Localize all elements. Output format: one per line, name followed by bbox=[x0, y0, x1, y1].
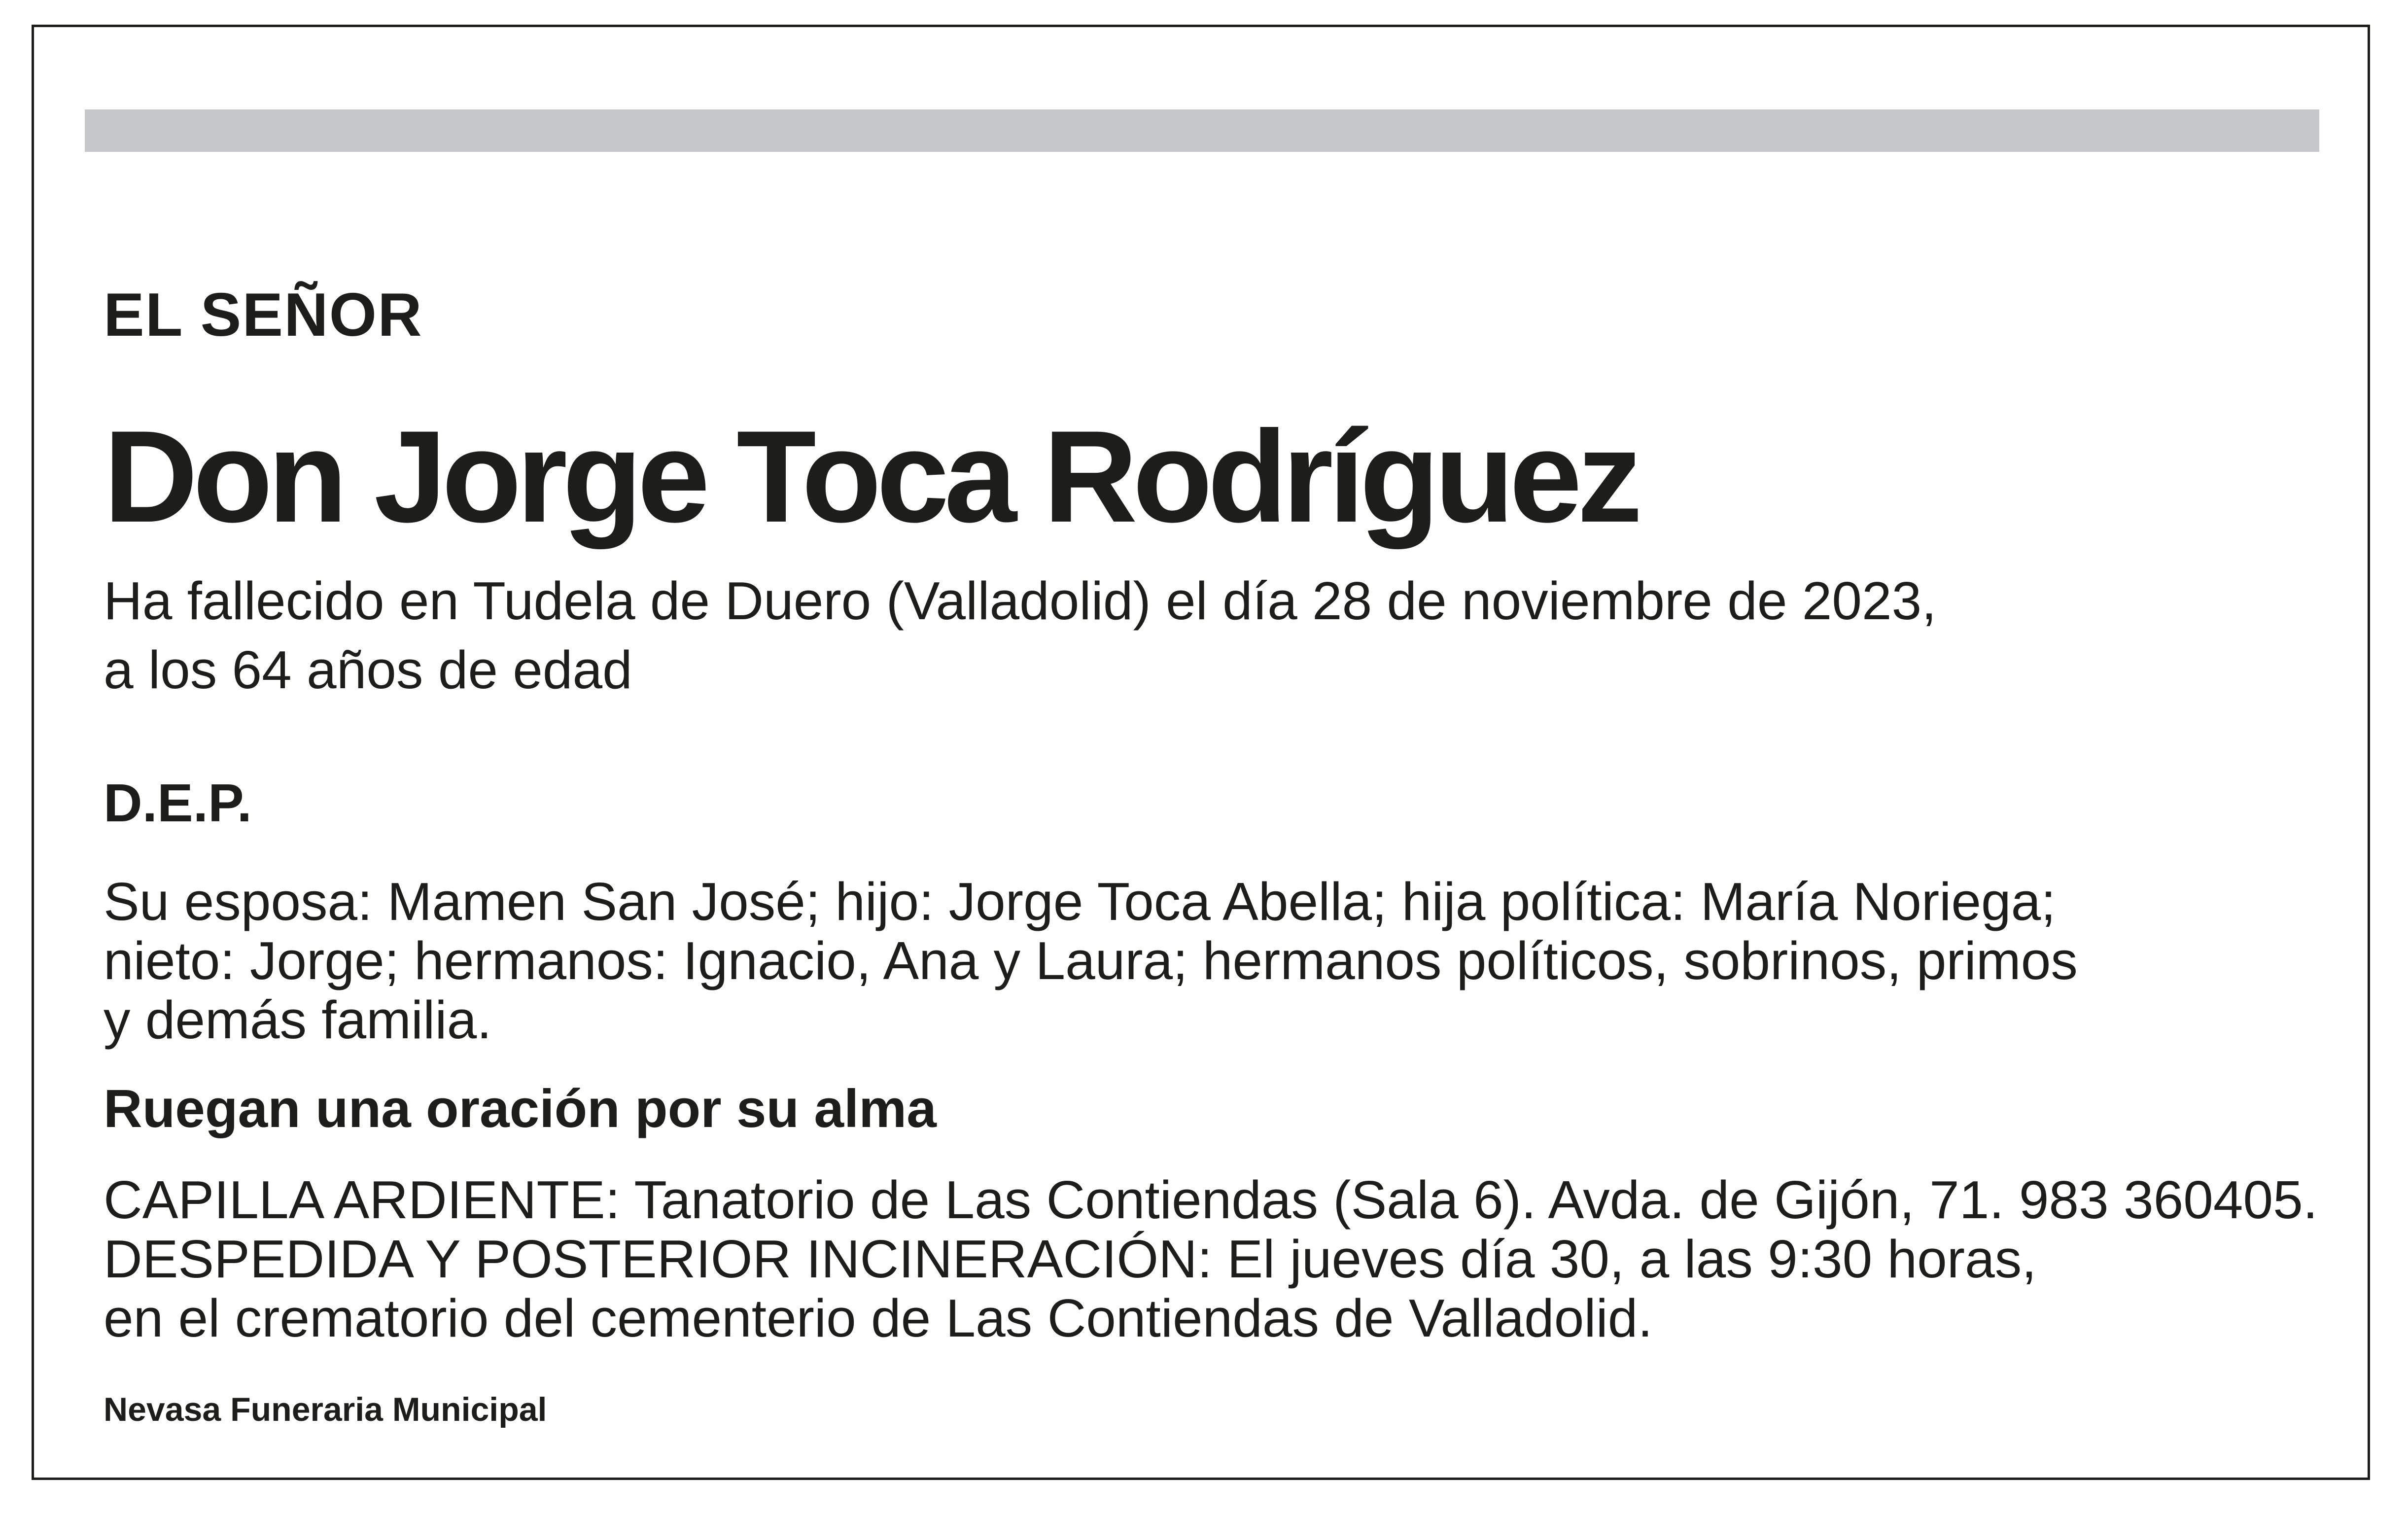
death-info-line-1: Ha fallecido en Tudela de Duero (Valladolid) el día 28 de noviembre de 2023, bbox=[104, 571, 1937, 631]
service-line-3: en el crematorio del cementerio de Las Contiendas de Valladolid. bbox=[104, 1288, 1653, 1348]
family-line-1: Su esposa: Mamen San José; hijo: Jorge Toca Abella; hija política: María Noriega; bbox=[104, 872, 2056, 932]
funeral-home: Nevasa Funeraria Municipal bbox=[104, 1391, 547, 1428]
death-info-line-2: a los 64 años de edad bbox=[104, 640, 632, 700]
family-line-2: nieto: Jorge; hermanos: Ignacio, Ana y Laura; hermanos políticos, sobrinos, primos bbox=[104, 931, 2078, 991]
prayer-request: Ruegan una oración por su alma bbox=[104, 1079, 937, 1139]
honorific-label: EL SEÑOR bbox=[104, 281, 423, 349]
deceased-name: Don Jorge Toca Rodríguez bbox=[104, 404, 1638, 550]
service-line-2: DESPEDIDA Y POSTERIOR INCINERACIÓN: El jueves día 30, a las 9:30 horas, bbox=[104, 1229, 2037, 1289]
family-line-3: y demás familia. bbox=[104, 990, 492, 1050]
service-line-1: CAPILLA ARDIENTE: Tanatorio de Las Contiendas (Sala 6). Avda. de Gijón, 71. 983 360405. bbox=[104, 1170, 2318, 1230]
rip-label: D.E.P. bbox=[104, 773, 252, 833]
header-bar bbox=[85, 109, 2319, 152]
